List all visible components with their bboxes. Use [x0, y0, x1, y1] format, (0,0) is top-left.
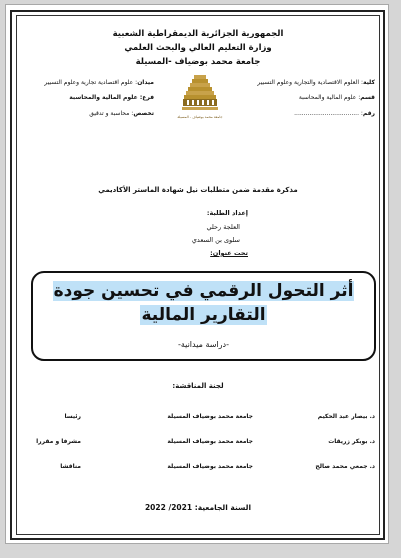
jury-member-3-name: د. جمعي محمد صالح	[315, 463, 375, 470]
branch-label: فرع	[142, 94, 154, 101]
jury-member-2-role: مشرفا و مقررا	[36, 438, 81, 445]
header-university: جامعة محمد بوضياف -المسيلة	[135, 57, 261, 67]
title-subtitle: -دراسة ميدانية-	[177, 340, 229, 349]
title-label: تحت عنوان:	[210, 249, 248, 257]
jury-heading: لجنة المناقشة:	[172, 382, 224, 390]
specialty-label: تخصص	[133, 110, 154, 117]
student-name-2: سلوى بن السعدي	[191, 236, 240, 244]
academic-year: السنة الجامعية: 2021/ 2022	[144, 503, 252, 512]
department-line	[299, 93, 375, 102]
branch-line	[69, 93, 154, 102]
faculty-line	[257, 78, 375, 87]
header-republic: الجمهورية الجزائرية الديمقراطية الشعبية	[112, 29, 284, 39]
jury-member-1-university: جامعة محمد بوضياف المسيلة	[167, 413, 253, 420]
field-label: ميدان	[137, 79, 154, 86]
jury-member-3-role: مناقشا	[60, 463, 81, 470]
specialty-line	[89, 109, 154, 118]
jury-member-1-role: رئيسا	[64, 413, 81, 420]
memo-statement: مذكرة مقدمة ضمن متطلبات نيل شهادة الماستر الأكاديمي	[98, 186, 298, 194]
specialty-value: : محاسبة و تدقيق	[89, 110, 134, 117]
logo-caption: جامعة محمد بوضياف - المسيلة	[177, 115, 223, 119]
branch-value: : علوم المالية والمحاسبة	[69, 94, 143, 101]
title-line-2	[33, 305, 374, 325]
reference-label: رقم	[362, 110, 375, 117]
jury-member-1-name: د. بيصار عبد الحكيم	[317, 413, 375, 420]
faculty-label: كلية	[362, 79, 375, 86]
jury-member-3-university: جامعة محمد بوضياف المسيلة	[167, 463, 253, 470]
reference-line	[294, 109, 375, 118]
document-page	[5, 4, 389, 544]
field-value: : علوم اقتصادية تجارية وعلوم التسيير	[44, 79, 138, 86]
jury-member-2-university: جامعة محمد بوضياف المسيلة	[167, 438, 253, 445]
title-line-1-text: أثر التحول الرقمي في تحسين جودة	[53, 281, 354, 301]
jury-member-2-name: د. بوبكر زريقات	[328, 438, 375, 445]
student-name-1: العلجة رحلي	[206, 223, 240, 231]
title-box	[31, 271, 376, 361]
department-label: قسم	[360, 94, 375, 101]
students-label: إعداد الطلبة:	[206, 209, 248, 217]
header-ministry: وزارة التعليم العالي والبحث العلمي	[124, 43, 272, 53]
title-line-2-text: التقارير المالية	[141, 305, 266, 325]
faculty-value: : العلوم الاقتصادية والتجارية وعلوم التسيير	[257, 79, 363, 86]
title-line-1	[33, 281, 374, 301]
department-value: : علوم المالية والمحاسبة	[298, 94, 361, 101]
field-line	[44, 78, 154, 87]
reference-value: : ..................................	[294, 110, 363, 117]
university-logo-icon	[180, 73, 220, 115]
